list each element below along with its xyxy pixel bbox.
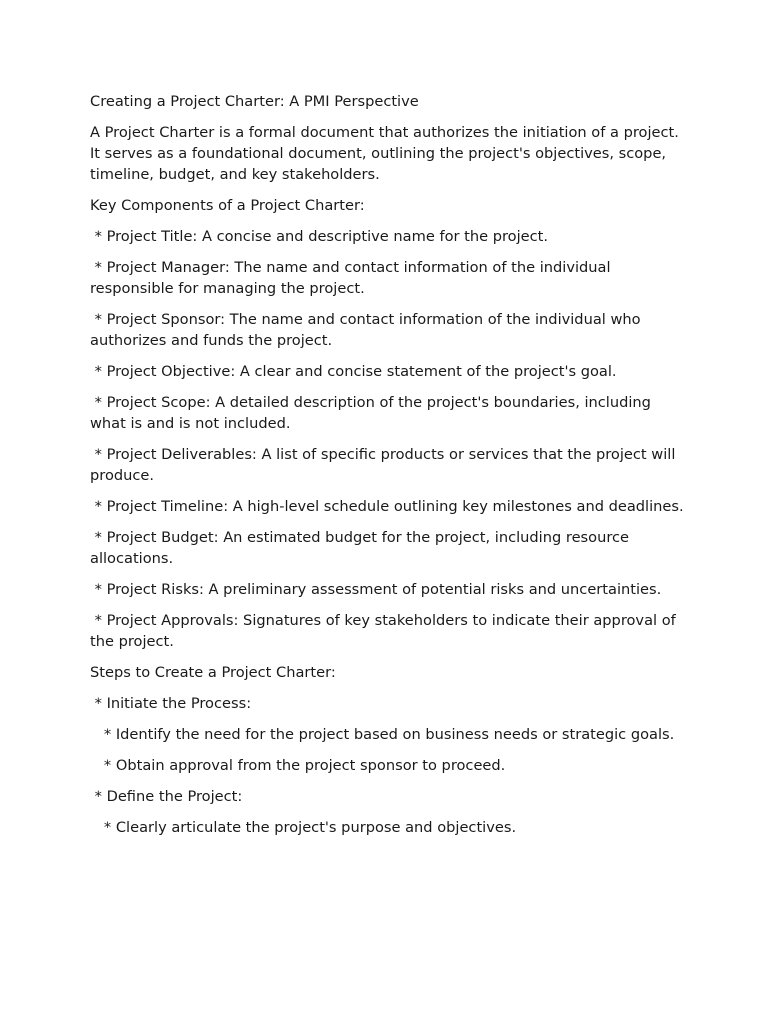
step-initiate-process: * Initiate the Process: <box>90 695 252 712</box>
section-heading-key-components: Key Components of a Project Charter: <box>90 197 365 214</box>
list-item-project-objective: * Project Objective: A clear and concise statement of the project's goal. <box>90 363 617 380</box>
step-define-project: * Define the Project: <box>90 788 243 805</box>
document-title: Creating a Project Charter: A PMI Perspective <box>90 93 419 110</box>
list-item-project-approvals: * Project Approvals: Signatures of key stakeholders to indicate their approval of the project. <box>90 612 681 650</box>
list-item-project-budget: * Project Budget: An estimated budget for the project, including resource allocations. <box>90 529 634 567</box>
document-page <box>90 91 690 848</box>
substep-identify-need: * Identify the need for the project based on business needs or strategic goals. <box>90 726 675 743</box>
substep-obtain-approval: * Obtain approval from the project sponsor to proceed. <box>90 757 506 774</box>
list-item-project-scope: * Project Scope: A detailed description of the project's boundaries, including what is and is not included. <box>90 394 656 432</box>
list-item-project-sponsor: * Project Sponsor: The name and contact information of the individual who authorizes and funds the project. <box>90 311 646 349</box>
intro-paragraph: A Project Charter is a formal document that authorizes the initiation of a project. It serves as a foundational document, outlining the project's objectives, scope, timeline, budget, and key stakeholders. <box>90 124 684 183</box>
list-item-project-deliverables: * Project Deliverables: A list of specific products or services that the project will produce. <box>90 446 681 484</box>
list-item-project-risks: * Project Risks: A preliminary assessment of potential risks and uncertainties. <box>90 581 662 598</box>
list-item-project-title: * Project Title: A concise and descriptive name for the project. <box>90 228 549 245</box>
list-item-project-timeline: * Project Timeline: A high-level schedule outlining key milestones and deadlines. <box>90 498 684 515</box>
substep-articulate-purpose: * Clearly articulate the project's purpose and objectives. <box>90 819 517 836</box>
section-heading-steps: Steps to Create a Project Charter: <box>90 664 336 681</box>
list-item-project-manager: * Project Manager: The name and contact information of the individual responsible for managing the project. <box>90 259 616 297</box>
